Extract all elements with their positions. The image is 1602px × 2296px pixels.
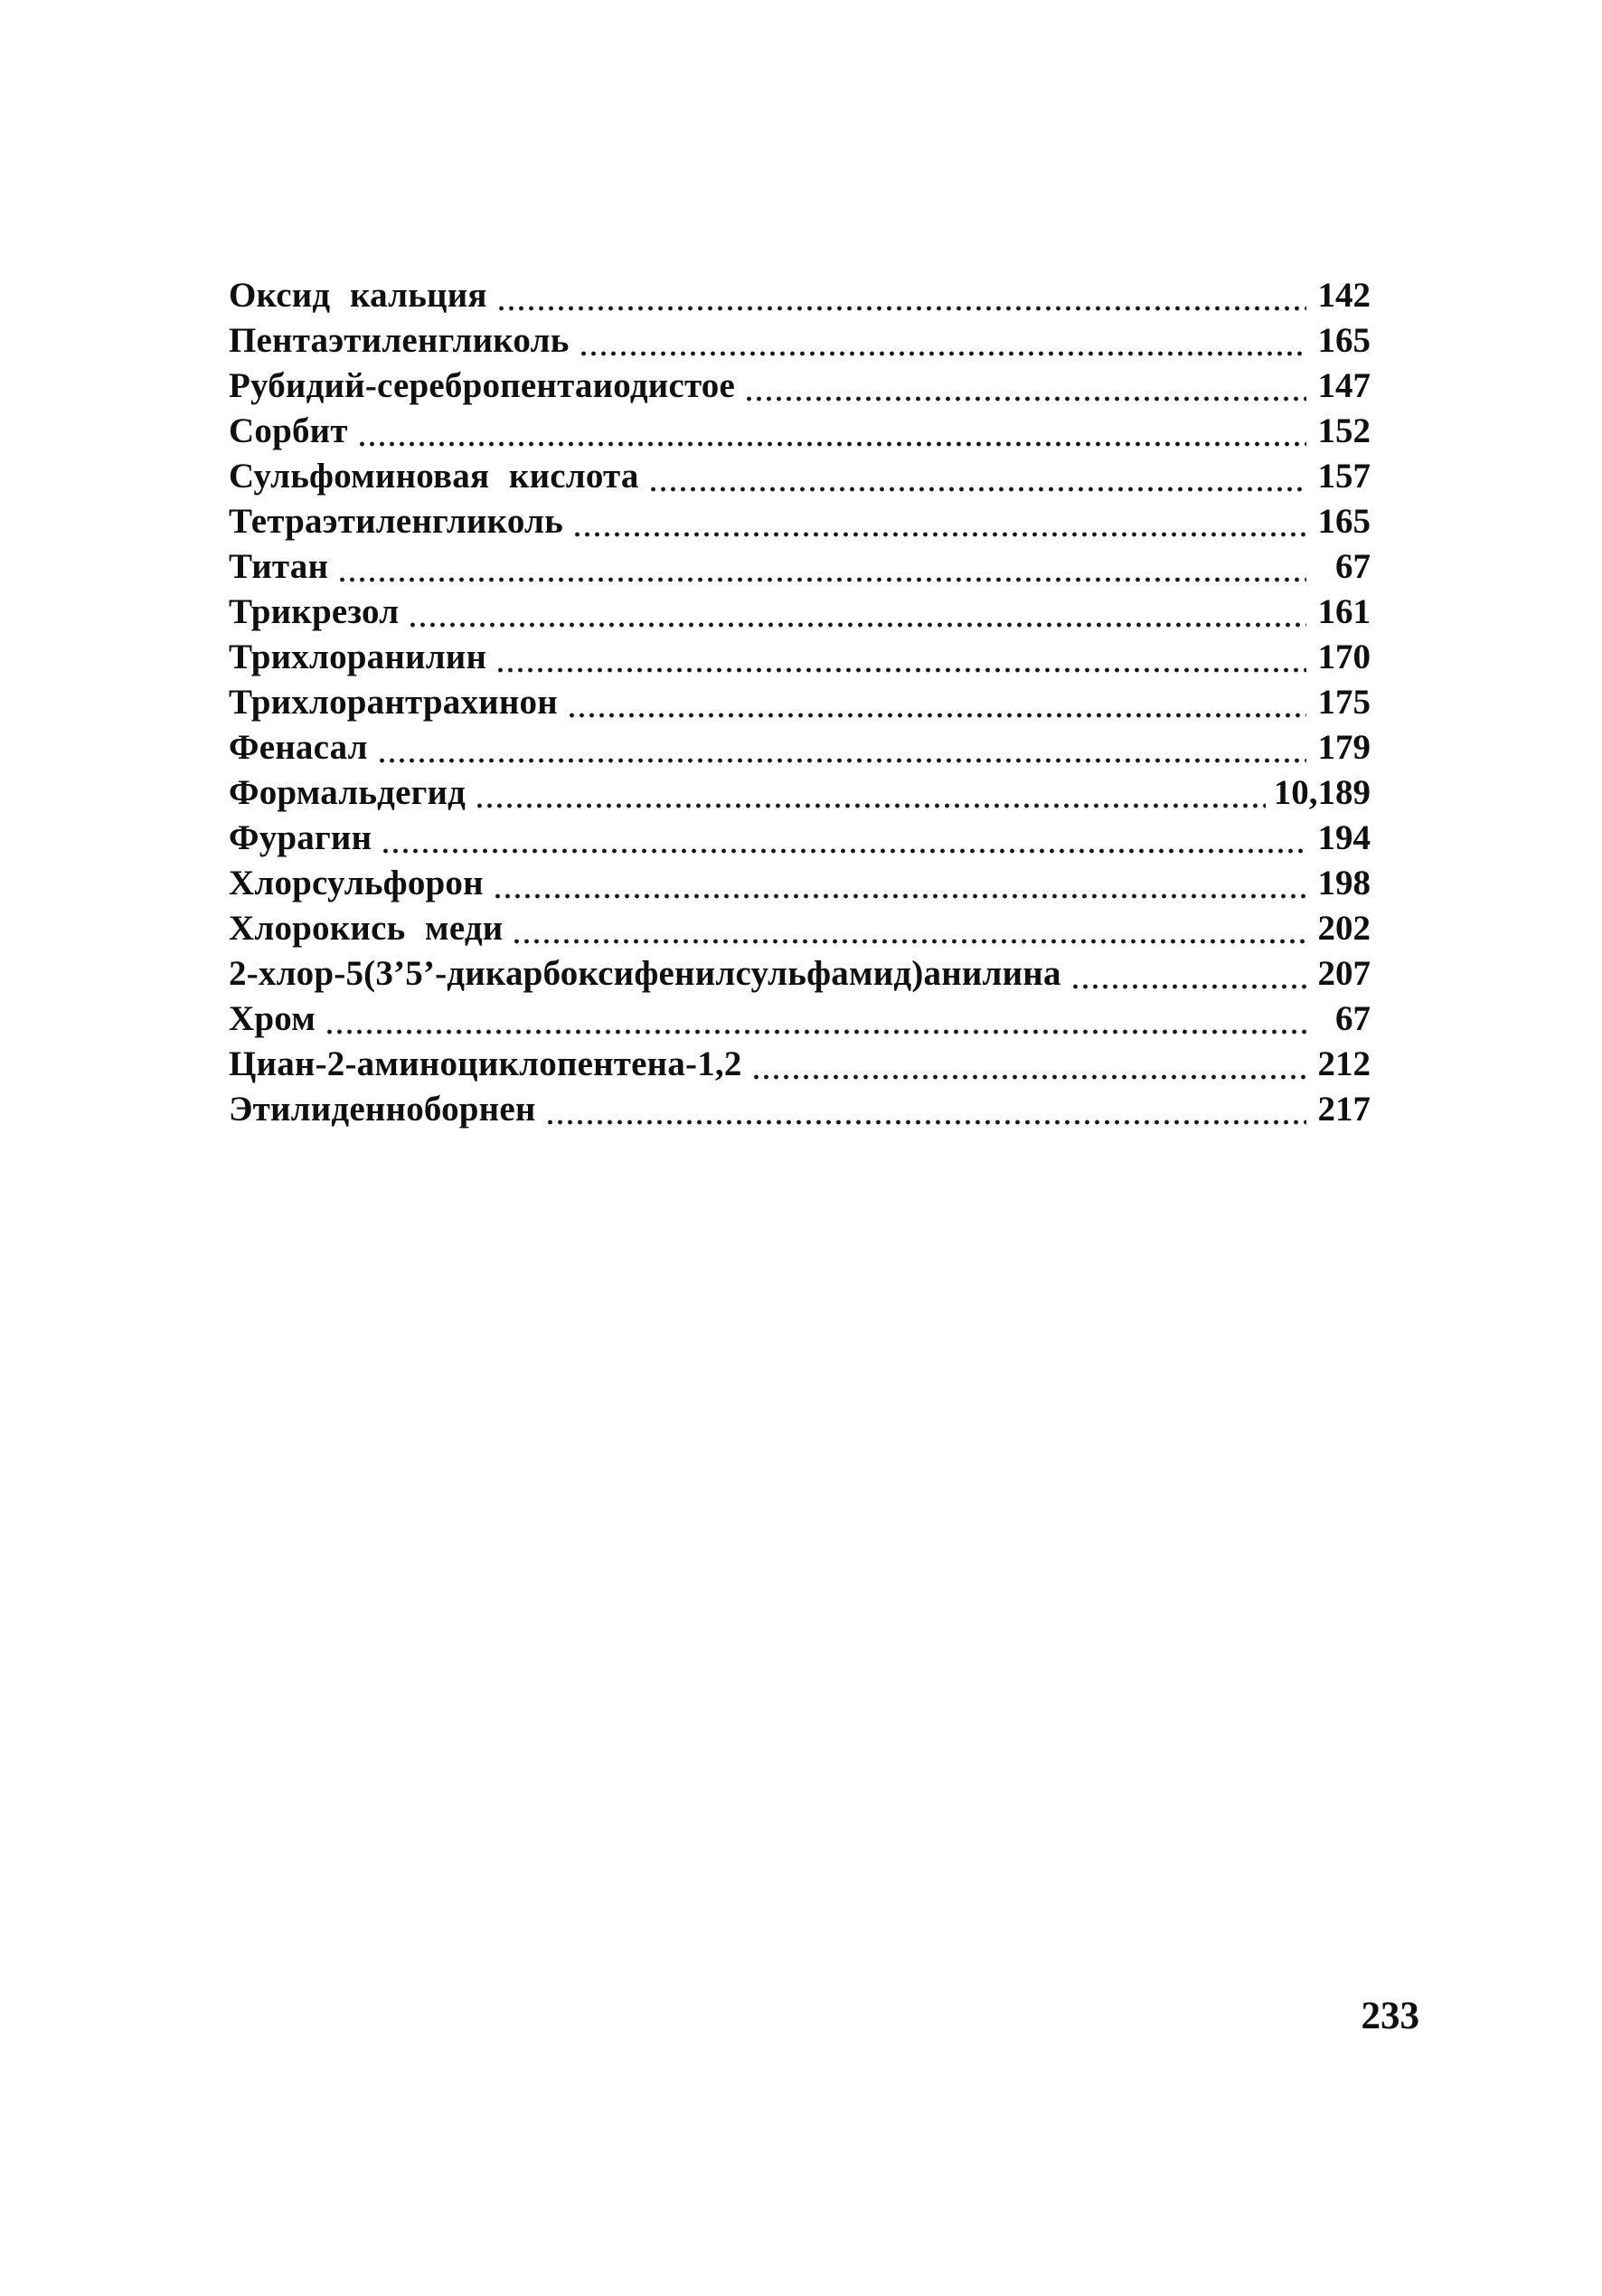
toc-entry xyxy=(229,951,1371,997)
dot-leader xyxy=(495,635,1306,680)
dot-leader xyxy=(377,725,1306,770)
entry-page-number: 202 xyxy=(1317,909,1371,948)
toc-list xyxy=(229,273,1371,1132)
toc-entry xyxy=(229,997,1371,1042)
entry-title: Хром xyxy=(229,999,316,1038)
entry-title: Пентаэтиленгликоль xyxy=(229,321,570,360)
entry-page-number: 175 xyxy=(1317,683,1371,722)
entry-title: Тетраэтиленгликоль xyxy=(229,502,563,541)
toc-entry xyxy=(229,409,1371,454)
toc-entry xyxy=(229,364,1371,409)
dot-leader xyxy=(475,770,1266,816)
entry-page-number: 194 xyxy=(1317,818,1371,857)
entry-title: Титан xyxy=(229,547,329,586)
toc-entry xyxy=(229,635,1371,680)
entry-title: Сорбит xyxy=(229,411,348,450)
entry-page-number: 67 xyxy=(1335,547,1371,586)
entry-page-number: 170 xyxy=(1317,638,1371,676)
entry-title: Хлорсульфорон xyxy=(229,864,484,902)
entry-page-number: 165 xyxy=(1317,321,1371,360)
page-folio-number: 233 xyxy=(1361,1995,1419,2037)
dot-leader xyxy=(744,364,1306,409)
entry-title: Трихлоранилин xyxy=(229,638,487,676)
entry-title: Циан-2-аминоциклопентена-1,2 xyxy=(229,1044,742,1083)
entry-page-number: 67 xyxy=(1335,999,1371,1038)
dot-leader xyxy=(493,861,1306,906)
toc-entry xyxy=(229,273,1371,318)
toc-entry xyxy=(229,680,1371,725)
entry-title: Сульфоминовая кислота xyxy=(229,457,639,496)
entry-page-number: 10,189 xyxy=(1273,773,1371,812)
entry-title: Трикрезол xyxy=(229,592,400,631)
entry-page-number: 142 xyxy=(1317,276,1371,315)
entry-title: Оксид кальция xyxy=(229,276,487,315)
dot-leader xyxy=(648,454,1306,499)
entry-page-number: 207 xyxy=(1317,954,1371,993)
entry-page-number: 165 xyxy=(1317,502,1371,541)
entry-page-number: 147 xyxy=(1317,366,1371,405)
entry-page-number: 161 xyxy=(1317,592,1371,631)
toc-entry xyxy=(229,1042,1371,1087)
dot-leader xyxy=(567,680,1306,725)
toc-entry xyxy=(229,1087,1371,1132)
dot-leader xyxy=(579,318,1306,364)
entry-page-number: 152 xyxy=(1317,411,1371,450)
entry-page-number: 217 xyxy=(1317,1090,1371,1129)
entry-title: Формальдегид xyxy=(229,773,466,812)
entry-title: Фурагин xyxy=(229,818,372,857)
dot-leader xyxy=(572,499,1306,544)
entry-title: Этилиденноборнен xyxy=(229,1090,536,1129)
dot-leader xyxy=(1070,951,1306,997)
toc-entry xyxy=(229,770,1371,816)
dot-leader xyxy=(496,273,1306,318)
entry-title: Рубидий-серебропентаиодистое xyxy=(229,366,736,405)
entry-title: Фенасал xyxy=(229,728,368,767)
dot-leader xyxy=(381,816,1306,861)
entry-page-number: 157 xyxy=(1317,457,1371,496)
entry-title: 2-хлор-5(3’5’-дикарбоксифенилсульфамид)анилина xyxy=(229,954,1061,993)
toc-entry xyxy=(229,861,1371,906)
dot-leader xyxy=(325,997,1306,1042)
toc-entry xyxy=(229,318,1371,364)
toc-entry xyxy=(229,590,1371,635)
dot-leader xyxy=(337,544,1306,590)
dot-leader xyxy=(751,1042,1306,1087)
entry-page-number: 179 xyxy=(1317,728,1371,767)
dot-leader xyxy=(357,409,1306,454)
entry-title: Хлорокись меди xyxy=(229,909,504,948)
toc-entry xyxy=(229,906,1371,951)
toc-entry xyxy=(229,454,1371,499)
entry-page-number: 212 xyxy=(1317,1044,1371,1083)
entry-page-number: 198 xyxy=(1317,864,1371,902)
toc-entry xyxy=(229,544,1371,590)
dot-leader xyxy=(512,906,1306,951)
dot-leader xyxy=(545,1087,1306,1132)
toc-entry xyxy=(229,816,1371,861)
toc-entry xyxy=(229,725,1371,770)
dot-leader xyxy=(408,590,1306,635)
toc-entry xyxy=(229,499,1371,544)
entry-title: Трихлорантрахинон xyxy=(229,683,558,722)
